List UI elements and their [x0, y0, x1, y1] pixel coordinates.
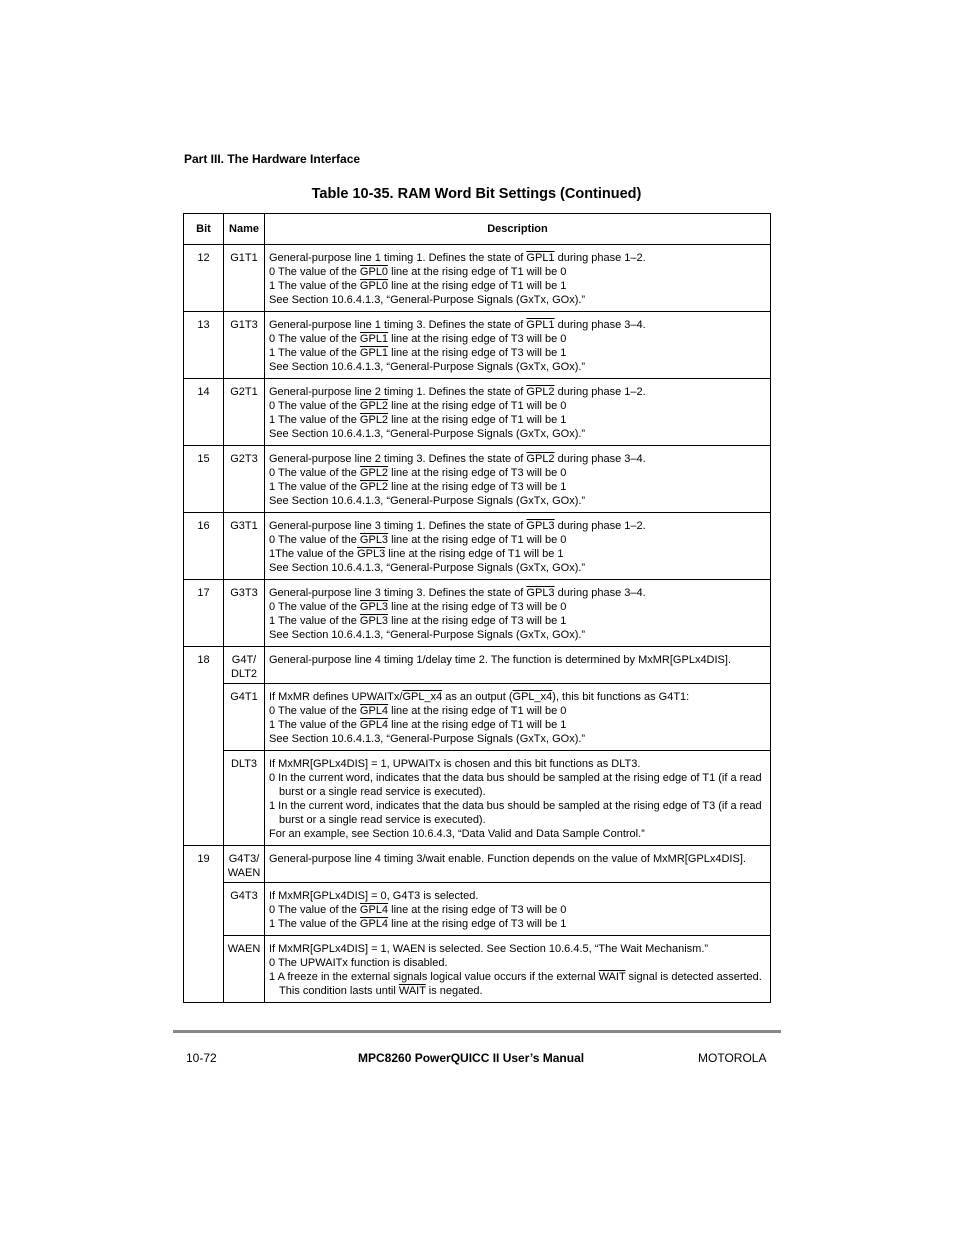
- description-line: [269, 690, 766, 704]
- text-segment: 0 The value of the: [269, 467, 360, 479]
- table-header-row: [184, 214, 771, 245]
- text-segment: 1 The value of the: [269, 719, 360, 731]
- description-line: [269, 561, 766, 575]
- text-segment: General-purpose line 4 timing 1/delay time 2. The function is determined by MxMR[GPLx4DIS].: [269, 654, 732, 666]
- cell-description: [265, 883, 771, 936]
- description-line: [269, 466, 766, 480]
- text-segment: during phase 1–2.: [554, 252, 646, 264]
- text-segment: line at the rising edge of T3 will be 1: [388, 347, 567, 359]
- text-segment: See Section 10.6.4.1.3, “General-Purpose Signals (GxTx, GOx).”: [269, 428, 586, 440]
- description-line: [269, 852, 766, 866]
- text-segment: 1 The value of the: [269, 280, 360, 292]
- column-header-name: Name: [224, 214, 265, 245]
- text-segment: See Section 10.6.4.1.3, “General-Purpose Signals (GxTx, GOx).”: [269, 294, 586, 306]
- active-low-signal: GPL2: [526, 386, 555, 398]
- cell-bit: 17: [184, 580, 224, 647]
- description-line: [269, 265, 766, 279]
- table-row: [184, 245, 771, 312]
- text-segment: during phase 3–4.: [554, 587, 646, 599]
- description-line: [269, 653, 766, 667]
- active-low-signal: GPL3: [526, 587, 555, 599]
- cell-name: G2T3: [224, 446, 265, 513]
- text-segment: line at the rising edge of T3 will be 0: [388, 601, 567, 613]
- description-line: [269, 942, 766, 956]
- description-line: [269, 480, 766, 494]
- active-low-signal: WAIT: [598, 971, 626, 983]
- description-line: [269, 519, 766, 533]
- active-low-signal: GPL2: [526, 453, 555, 465]
- table-row: [184, 684, 771, 751]
- text-segment: General-purpose line 4 timing 3/wait enable. Function depends on the value of MxMR[GPLx4DIS].: [269, 853, 746, 865]
- text-segment: line at the rising edge of T1 will be 1: [388, 280, 567, 292]
- table-row: [184, 846, 771, 883]
- active-low-signal: GPL3: [359, 534, 389, 546]
- cell-description: [265, 446, 771, 513]
- description-line: [269, 279, 766, 293]
- text-segment: line at the rising edge of T3 will be 0: [388, 904, 567, 916]
- text-segment: during phase 1–2.: [554, 520, 646, 532]
- description-line: [269, 360, 766, 374]
- text-segment: line at the rising edge of T1 will be 0: [388, 705, 567, 717]
- active-low-signal: GPL_x4: [512, 691, 553, 703]
- cell-name: G2T1: [224, 379, 265, 446]
- description-line: [269, 399, 766, 413]
- active-low-signal: GPL3: [526, 520, 555, 532]
- text-segment: 1 The value of the: [269, 918, 360, 930]
- description-line: [269, 533, 766, 547]
- cell-name: G3T1: [224, 513, 265, 580]
- description-line: [269, 427, 766, 441]
- table-row: [184, 379, 771, 446]
- text-segment: 0 The value of the: [269, 904, 360, 916]
- description-line: [269, 799, 766, 827]
- text-segment: line at the rising edge of T3 will be 1: [388, 615, 567, 627]
- description-line: [269, 970, 766, 998]
- cell-bit: 16: [184, 513, 224, 580]
- text-segment: line at the rising edge of T1 will be 0: [388, 400, 567, 412]
- table-body: [184, 245, 771, 1003]
- description-line: [269, 547, 766, 561]
- cell-description: [265, 312, 771, 379]
- column-header-bit: Bit: [184, 214, 224, 245]
- text-segment: General-purpose line 1 timing 1. Defines the state of: [269, 252, 527, 264]
- cell-name: G3T3: [224, 580, 265, 647]
- active-low-signal: GPL2: [359, 400, 389, 412]
- description-line: [269, 889, 766, 903]
- description-line: [269, 332, 766, 346]
- active-low-signal: GPL2: [359, 414, 389, 426]
- table-row: [184, 751, 771, 846]
- description-line: [269, 718, 766, 732]
- text-segment: line at the rising edge of T1 will be 1: [388, 414, 567, 426]
- cell-description: [265, 513, 771, 580]
- text-segment: during phase 3–4.: [554, 319, 646, 331]
- text-segment: General-purpose line 2 timing 3. Defines the state of: [269, 453, 527, 465]
- description-line: [269, 614, 766, 628]
- cell-description: [265, 751, 771, 846]
- text-segment: line at the rising edge of T1 will be 0: [388, 534, 567, 546]
- manual-title: MPC8260 PowerQUICC II User’s Manual: [358, 1051, 585, 1065]
- description-line: [269, 628, 766, 642]
- active-low-signal: GPL2: [359, 481, 389, 493]
- active-low-signal: GPL0: [359, 280, 389, 292]
- cell-bit: 13: [184, 312, 224, 379]
- text-segment: as an output (: [442, 691, 513, 703]
- cell-bit: 12: [184, 245, 224, 312]
- footer-divider: [173, 1030, 781, 1033]
- cell-description: [265, 684, 771, 751]
- text-segment: line at the rising edge of T1 will be 1: [385, 548, 564, 560]
- cell-description: [265, 245, 771, 312]
- active-low-signal: GPL2: [359, 467, 389, 479]
- cell-description: [265, 580, 771, 647]
- text-segment: General-purpose line 2 timing 1. Defines the state of: [269, 386, 527, 398]
- description-line: [269, 452, 766, 466]
- cell-name: G1T1: [224, 245, 265, 312]
- active-low-signal: GPL3: [357, 548, 386, 560]
- active-low-signal: GPL4: [359, 705, 389, 717]
- text-segment: 0 The UPWAITx function is disabled.: [269, 957, 448, 969]
- ram-word-bit-table: [183, 213, 771, 1003]
- description-line: [269, 385, 766, 399]
- text-segment: See Section 10.6.4.1.3, “General-Purpose Signals (GxTx, GOx).”: [269, 629, 586, 641]
- description-line: [269, 346, 766, 360]
- cell-name: G4T3: [224, 883, 265, 936]
- table-row: [184, 513, 771, 580]
- description-line: [269, 293, 766, 307]
- table-row: [184, 446, 771, 513]
- table-row: [184, 647, 771, 684]
- text-segment: If MxMR[GPLx4DIS] = 0, G4T3 is selected.: [269, 890, 479, 902]
- cell-description: [265, 846, 771, 883]
- text-segment: line at the rising edge of T3 will be 0: [388, 333, 567, 345]
- text-segment: 0 The value of the: [269, 400, 360, 412]
- cell-description: [265, 647, 771, 684]
- cell-description: [265, 936, 771, 1003]
- cell-bit: 14: [184, 379, 224, 446]
- active-low-signal: GPL1: [526, 252, 555, 264]
- text-segment: General-purpose line 3 timing 3. Defines the state of: [269, 587, 527, 599]
- text-segment: General-purpose line 3 timing 1. Defines the state of: [269, 520, 527, 532]
- text-segment: is negated.: [425, 985, 483, 997]
- cell-name: WAEN: [224, 936, 265, 1003]
- active-low-signal: WAIT: [398, 985, 426, 997]
- text-segment: If MxMR defines UPWAITx/: [269, 691, 403, 703]
- active-low-signal: GPL4: [359, 918, 389, 930]
- text-segment: See Section 10.6.4.1.3, “General-Purpose Signals (GxTx, GOx).”: [269, 361, 586, 373]
- description-line: [269, 251, 766, 265]
- description-line: [269, 771, 766, 799]
- text-segment: 0 The value of the: [269, 534, 360, 546]
- text-segment: See Section 10.6.4.1.3, “General-Purpose Signals (GxTx, GOx).”: [269, 733, 586, 745]
- description-line: [269, 956, 766, 970]
- text-segment: See Section 10.6.4.1.3, “General-Purpose Signals (GxTx, GOx).”: [269, 495, 586, 507]
- text-segment: 1 The value of the: [269, 615, 360, 627]
- text-segment: line at the rising edge of T3 will be 1: [388, 481, 567, 493]
- text-segment: General-purpose line 1 timing 3. Defines the state of: [269, 319, 527, 331]
- table-row: [184, 580, 771, 647]
- table-row: [184, 883, 771, 936]
- description-line: [269, 318, 766, 332]
- description-line: [269, 827, 766, 841]
- table-row: [184, 312, 771, 379]
- description-line: [269, 757, 766, 771]
- text-segment: 0 The value of the: [269, 266, 360, 278]
- cell-name: G4T1: [224, 684, 265, 751]
- text-segment: 1 The value of the: [269, 481, 360, 493]
- text-segment: 1 A freeze in the external signals logical value occurs if the external: [269, 971, 599, 983]
- cell-bit: 15: [184, 446, 224, 513]
- description-line: [269, 732, 766, 746]
- column-header-description: Description: [265, 214, 771, 245]
- text-segment: line at the rising edge of T1 will be 1: [388, 719, 567, 731]
- description-line: [269, 413, 766, 427]
- text-segment: during phase 3–4.: [554, 453, 646, 465]
- text-segment: See Section 10.6.4.1.3, “General-Purpose Signals (GxTx, GOx).”: [269, 562, 586, 574]
- description-line: [269, 917, 766, 931]
- publisher-name: MOTOROLA: [698, 1051, 767, 1065]
- description-line: [269, 704, 766, 718]
- running-header: Part III. The Hardware Interface: [184, 152, 361, 166]
- cell-bit: 18: [184, 647, 224, 846]
- text-segment: signal is detected asserted. This condition lasts until: [279, 971, 762, 997]
- text-segment: If MxMR[GPLx4DIS] = 1, WAEN is selected. See Section 10.6.4.5, “The Wait Mechanism.”: [269, 943, 709, 955]
- text-segment: For an example, see Section 10.6.4.3, “Data Valid and Data Sample Control.”: [269, 828, 645, 840]
- cell-description: [265, 379, 771, 446]
- active-low-signal: GPL1: [526, 319, 555, 331]
- text-segment: 0 The value of the: [269, 705, 360, 717]
- active-low-signal: GPL3: [359, 615, 389, 627]
- text-segment: 0 In the current word, indicates that the data bus should be sampled at the rising edge of T1 (if a read burst or a single read service is executed).: [269, 772, 762, 798]
- page-number: 10-72: [186, 1051, 217, 1065]
- description-line: [269, 600, 766, 614]
- text-segment: 1 The value of the: [269, 347, 360, 359]
- table-title: Table 10-35. RAM Word Bit Settings (Continued): [311, 186, 642, 202]
- cell-name: G1T3: [224, 312, 265, 379]
- text-segment: If MxMR[GPLx4DIS] = 1, UPWAITx is chosen and this bit functions as DLT3.: [269, 758, 641, 770]
- text-segment: 0 The value of the: [269, 601, 360, 613]
- text-segment: 1 The value of the: [269, 414, 360, 426]
- cell-name: G4T/ DLT2: [224, 647, 265, 684]
- table-row: [184, 936, 771, 1003]
- active-low-signal: GPL_x4: [402, 691, 443, 703]
- active-low-signal: GPL4: [359, 904, 389, 916]
- text-segment: 1The value of the: [269, 548, 358, 560]
- text-segment: 0 The value of the: [269, 333, 360, 345]
- text-segment: line at the rising edge of T1 will be 0: [388, 266, 567, 278]
- active-low-signal: GPL0: [359, 266, 389, 278]
- text-segment: 1 In the current word, indicates that the data bus should be sampled at the rising edge of T3 (if a read burst or a single read service is executed).: [269, 800, 762, 826]
- text-segment: line at the rising edge of T3 will be 1: [388, 918, 567, 930]
- description-line: [269, 903, 766, 917]
- cell-bit: 19: [184, 846, 224, 1003]
- text-segment: ), this bit functions as G4T1:: [552, 691, 690, 703]
- description-line: [269, 494, 766, 508]
- active-low-signal: GPL4: [359, 719, 389, 731]
- description-line: [269, 586, 766, 600]
- text-segment: line at the rising edge of T3 will be 0: [388, 467, 567, 479]
- active-low-signal: GPL1: [359, 333, 389, 345]
- cell-name: G4T3/ WAEN: [224, 846, 265, 883]
- active-low-signal: GPL3: [359, 601, 389, 613]
- text-segment: during phase 1–2.: [554, 386, 646, 398]
- active-low-signal: GPL1: [359, 347, 389, 359]
- cell-name: DLT3: [224, 751, 265, 846]
